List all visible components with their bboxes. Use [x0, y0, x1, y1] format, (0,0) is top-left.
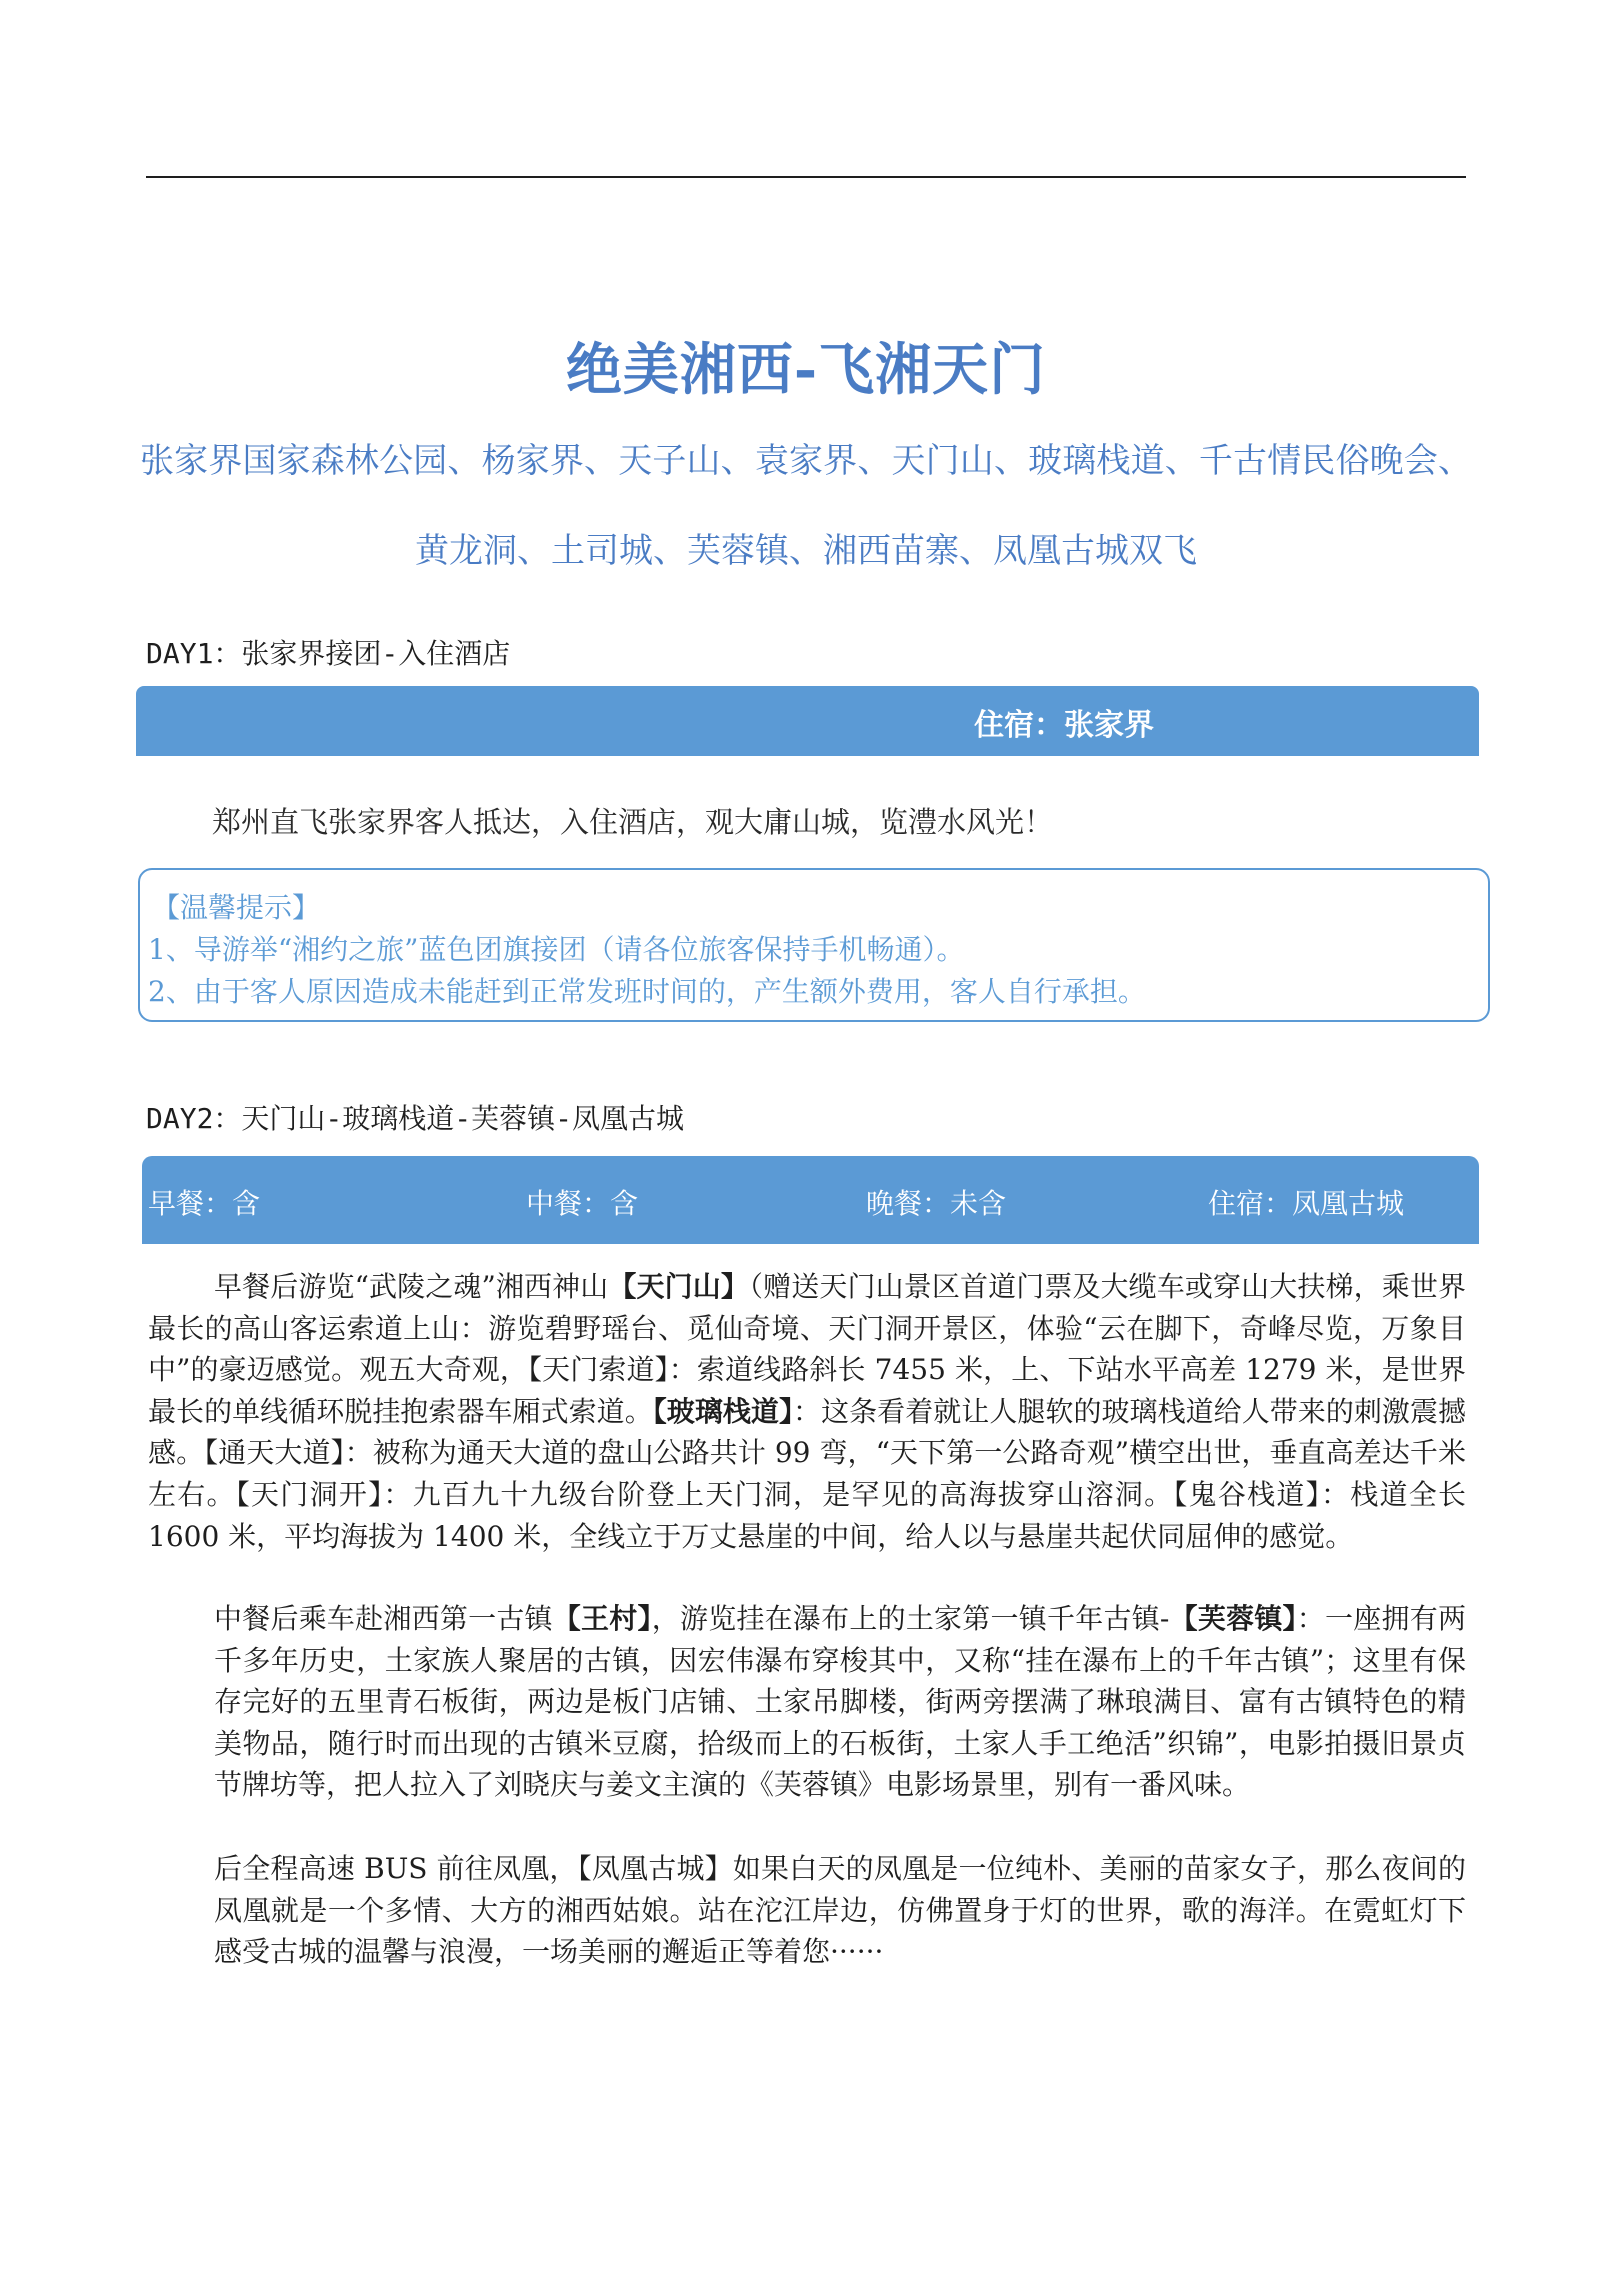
- tips-box: [138, 868, 1490, 1022]
- highlight-glass-walkway: 【玻璃栈道】: [652, 1394, 794, 1428]
- text-run: 早餐后游览“武陵之魂”湘西神山: [214, 1270, 609, 1303]
- day2-paragraph-furongzhen: [214, 1598, 1466, 1806]
- text-run: ：一座拥有两千多年历史，土家族人聚居的古镇，因宏伟瀑布穿梭其中，又称“挂在瀑布上的千年古镇”；这里有保存完好的五里青石板街，两边是板门店铺、土家吊脚楼，街两旁摆满了琳琅满目、富有古镇特色的精美物品，随行时而出现的古镇米豆腐，拾级而上的石板街，土家人手工绝活”织锦”，电影拍摄旧景贞节牌坊等，把人拉入了刘晓庆与姜文主演的《芙蓉镇》电影场景里，别有一番风味。: [214, 1602, 1466, 1802]
- tips-title: 【温馨提示】: [152, 891, 321, 924]
- highlight-wangcun: 【王村】: [552, 1602, 652, 1635]
- day2-lodging: 住宿：凤凰古城: [1208, 1187, 1405, 1220]
- text-run: ，游览挂在瀑布上的土家第一镇千年古镇-: [651, 1602, 1170, 1635]
- day1-info-bar: [136, 686, 1479, 756]
- day2-dinner: 晚餐：未含: [866, 1187, 1007, 1220]
- day2-info-bar: [142, 1156, 1479, 1244]
- day2-lunch: 中餐：含: [526, 1187, 639, 1220]
- day2-paragraph-fenghuang: 后全程高速 BUS 前往凤凰，【凤凰古城】如果白天的凤凰是一位纯朴、美丽的苗家女子，那么夜间的凤凰就是一个多情、大方的湘西姑娘。站在沱江岸边，仿佛置身于灯的世界，歌的海洋。在霓虹灯下感受古城的温馨与浪漫，一场美丽的邂逅正等着您······: [214, 1852, 1466, 1969]
- text-run: 中餐后乘车赴湘西第一古镇: [214, 1602, 553, 1635]
- tips-item: 2、由于客人原因造成未能赶到正常发班时间的，产生额外费用，客人自行承担。: [148, 975, 1146, 1008]
- day2-heading: DAY2：天门山-玻璃栈道-芙蓉镇-凤凰古城: [146, 1102, 685, 1135]
- day1-intro: 郑州直飞张家界客人抵达，入住酒店，观大庸山城，览澧水风光！: [212, 805, 1054, 839]
- page-subtitle: 张家界国家森林公园、杨家界、天子山、袁家界、天门山、玻璃栈道、千古情民俗晚会、黄龙洞、土司城、芙蓉镇、湘西苗寨、凤凰古城双飞: [140, 441, 1472, 571]
- day1-lodging: 住宿：张家界: [974, 708, 1154, 743]
- day2-paragraph-tianmenshan: [148, 1266, 1466, 1557]
- page-title: 绝美湘西-飞湘天门: [565, 337, 1047, 403]
- text-run: ：这条看着就让人腿软的玻璃栈道给人带来的刺激震撼感。【通天大道】：被称为通天大道的盘山公路共计 99 弯，“天下第一公路奇观”横空出世，垂直高差达千米左右。【天门洞开】：九百九十九级台阶登上天门洞，是罕见的高海拔穿山溶洞。【鬼谷栈道】：栈道全长 1600 米，平均海拔为 1400 米，全线立于万丈悬崖的中间，给人以与悬崖共起伏同屈伸的感觉。: [148, 1394, 1466, 1553]
- top-divider: [146, 176, 1466, 178]
- highlight-furongzhen: 【芙蓉镇】: [1169, 1602, 1297, 1635]
- day2-breakfast: 早餐：含: [148, 1187, 261, 1220]
- day1-heading: DAY1：张家界接团-入住酒店: [146, 637, 511, 670]
- tips-item: 1、导游举“湘约之旅”蓝色团旗接团（请各位旅客保持手机畅通）。: [148, 933, 965, 966]
- text-run: （赠送天门山景区首道门票及大缆车或穿山大扶梯，乘世界最长的高山客运索道上山：游览碧野瑶台、觅仙奇境、天门洞开景区，体验“云在脚下，奇峰尽览，万象目中”的豪迈感觉。观五大奇观，【天门索道】：索道线路斜长 7455 米，上、下站水平高差 1279 米，是世界最长的单线循环脱挂抱索器车厢式索道。: [148, 1270, 1466, 1428]
- highlight-tianmenshan: 【天门山】: [608, 1270, 750, 1303]
